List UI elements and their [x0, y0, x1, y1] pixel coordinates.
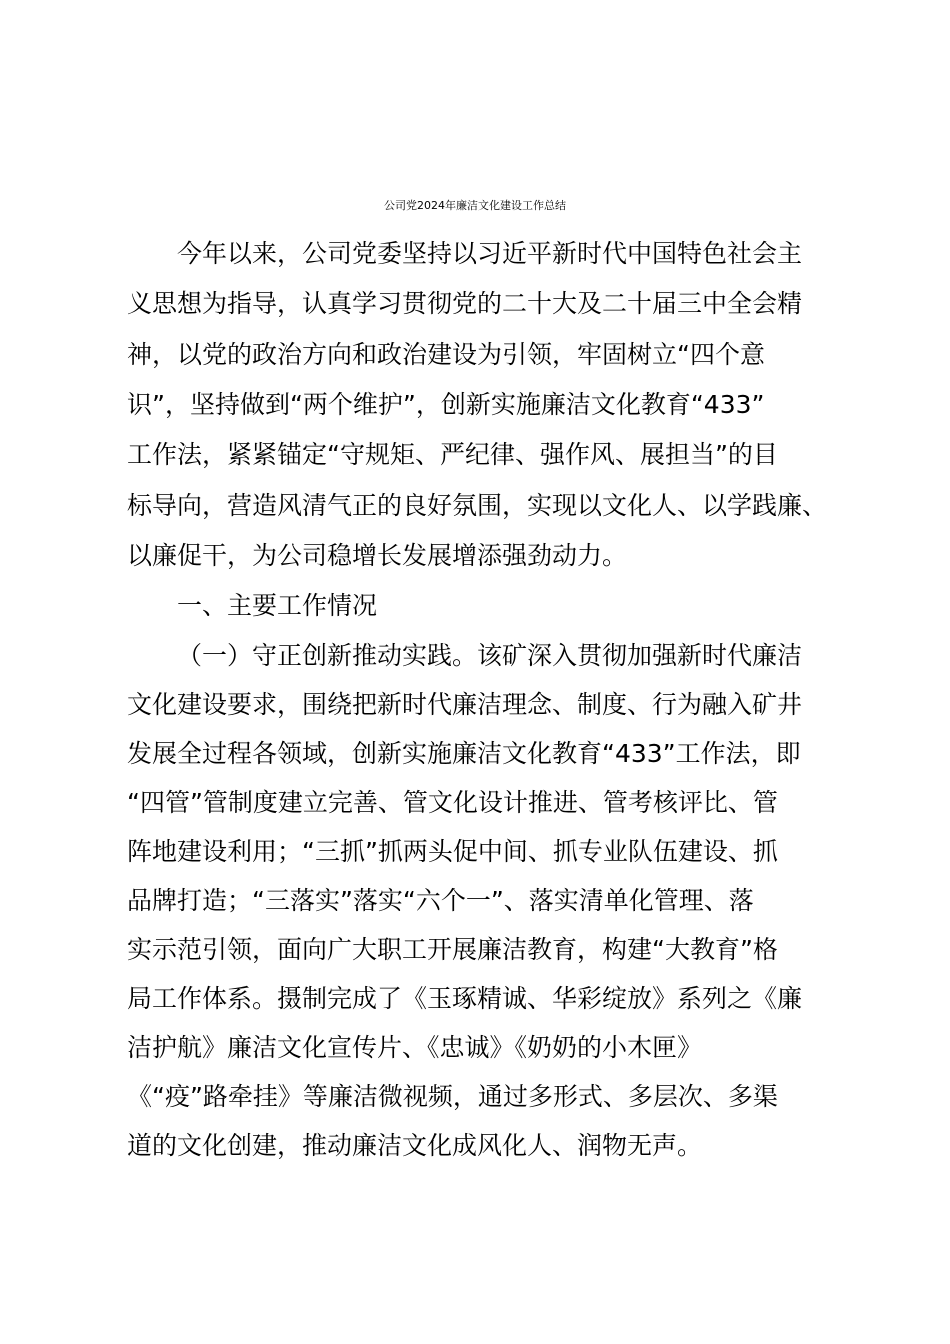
intro-line-6: 标导向，营造风清气正的良好氛围，实现以文化人、以学践廉、	[127, 491, 828, 520]
intro-line-2: 义思想为指导，认真学习贯彻党的二十大及二十届三中全会精	[127, 289, 803, 318]
subsection-line-9: 洁护航》廉洁文化宣传片、《忠诚》《奶奶的小木匣》	[127, 1033, 703, 1062]
subsection-line-3: 发展全过程各领域，创新实施廉洁文化教育“433”工作法，即	[127, 739, 801, 768]
intro-line-4: 识”，坚持做到“两个维护”，创新实施廉洁文化教育“433”	[127, 390, 765, 419]
section-heading: 一、主要工作情况	[177, 591, 378, 620]
intro-line-5: 工作法，紧紧锚定“守规矩、严纪律、强作风、展担当”的目	[127, 440, 778, 469]
subsection-line-7: 实示范引领，面向广大职工开展廉洁教育，构建“大教育”格	[127, 935, 778, 964]
subsection-line-8: 局工作体系。摄制完成了《玉琢精诚、华彩绽放》系列之《廉	[127, 984, 803, 1013]
intro-line-1: 今年以来，公司党委坚持以习近平新时代中国特色社会主	[177, 239, 803, 268]
subsection-line-10: 《“疫”路牵挂》等廉洁微视频，通过多形式、多层次、多渠	[127, 1082, 778, 1111]
subsection-line-5: 阵地建设利用；“三抓”抓两头促中间、抓专业队伍建设、抓	[127, 837, 778, 866]
document-title: 公司党2024年廉洁文化建设工作总结	[384, 199, 566, 212]
intro-line-3: 神，以党的政治方向和政治建设为引领，牢固树立“四个意	[127, 340, 765, 369]
subsection-line-1: （一）守正创新推动实践。该矿深入贯彻加强新时代廉洁	[177, 641, 803, 670]
intro-line-7: 以廉促干，为公司稳增长发展增添强劲动力。	[127, 541, 628, 570]
subsection-line-11: 道的文化创建，推动廉洁文化成风化人、润物无声。	[127, 1131, 703, 1160]
subsection-line-4: “四管”管制度建立完善、管文化设计推进、管考核评比、管	[127, 788, 778, 817]
subsection-line-6: 品牌打造；“三落实”落实“六个一”、落实清单化管理、落	[127, 886, 754, 915]
subsection-line-2: 文化建设要求，围绕把新时代廉洁理念、制度、行为融入矿井	[127, 690, 803, 719]
